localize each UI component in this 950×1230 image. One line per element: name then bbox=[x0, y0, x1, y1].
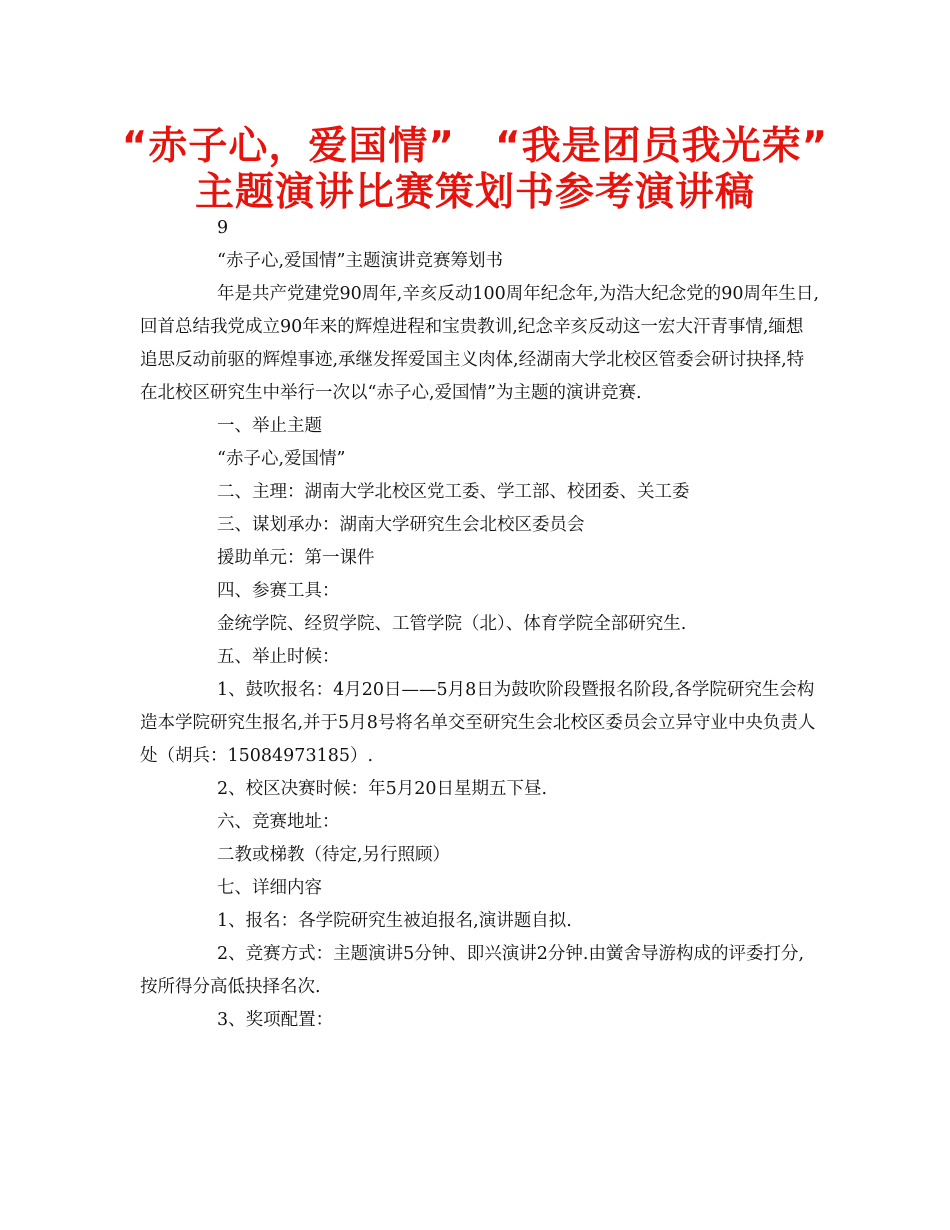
paragraph-format: 2、竞赛方式：主题演讲5分钟、即兴演讲2分钟.由黉舍导游构成的评委打分,按所得分高低抉择名次. bbox=[140, 944, 805, 997]
document-title-line-1: “赤子心，爱国情” “我是团员我光荣” bbox=[121, 124, 829, 169]
section-heading-details: 七、详细内容 bbox=[217, 878, 322, 898]
section-heading-time: 五、举止时候： bbox=[217, 647, 340, 667]
section-heading-venue: 六、竞赛地址： bbox=[217, 812, 340, 832]
section-heading-participants: 四、参赛工具： bbox=[217, 581, 340, 601]
paragraph-awards: 3、奖项配置： bbox=[217, 1010, 334, 1030]
paragraph-sponsor: 援助单元：第一课件 bbox=[217, 548, 375, 568]
document-body bbox=[140, 212, 820, 1037]
section-heading-theme: 一、举止主题 bbox=[217, 416, 322, 436]
section-heading-organizer: 二、主理：湖南大学北校区党工委、学工部、校团委、关工委 bbox=[217, 482, 690, 502]
paragraph-theme: “赤子心,爱国情” bbox=[217, 449, 346, 469]
document-title-line-2: 主题演讲比赛策划书参考演讲稿 bbox=[194, 170, 755, 215]
section-heading-planner: 三、谋划承办：湖南大学研究生会北校区委员会 bbox=[217, 515, 585, 535]
paragraph-intro: 年是共产党建党90周年,辛亥反动100周年纪念年,为浩大纪念党的90周年生日,回首总结我党成立90年来的辉煌进程和宝贵教训,纪念辛亥反动这一宏大汗青事情,缅想追思反动前驱的辉煌事迹,承继发挥爱国主义肉体,经湖南大学北校区管委会研讨抉择,特在北校区研究生中举行一次以“赤子心,爱国情”为主题的演讲竞赛. bbox=[140, 284, 820, 403]
paragraph-final-time: 2、校区决赛时候：年5月20日星期五下昼. bbox=[217, 779, 548, 799]
paragraph-number: 9 bbox=[217, 218, 229, 238]
paragraph-signup: 1、报名：各学院研究生被迫报名,演讲题自拟. bbox=[217, 911, 572, 931]
paragraph-participants: 金统学院、经贸学院、工管学院（北）、体育学院全部研究生. bbox=[217, 614, 687, 634]
paragraph-subtitle: “赤子心,爱国情”主题演讲竞赛筹划书 bbox=[217, 251, 503, 271]
paragraph-registration: 1、鼓吹报名：4月20日——5月8日为鼓吹阶段暨报名阶段,各学院研究生会构造本学院研究生报名,并于5月8号将名单交至研究生会北校区委员会立异守业中央负责人处（胡兵：15084973185）. bbox=[140, 680, 816, 766]
paragraph-venue: 二教或梯教（待定,另行照顾） bbox=[217, 845, 451, 865]
